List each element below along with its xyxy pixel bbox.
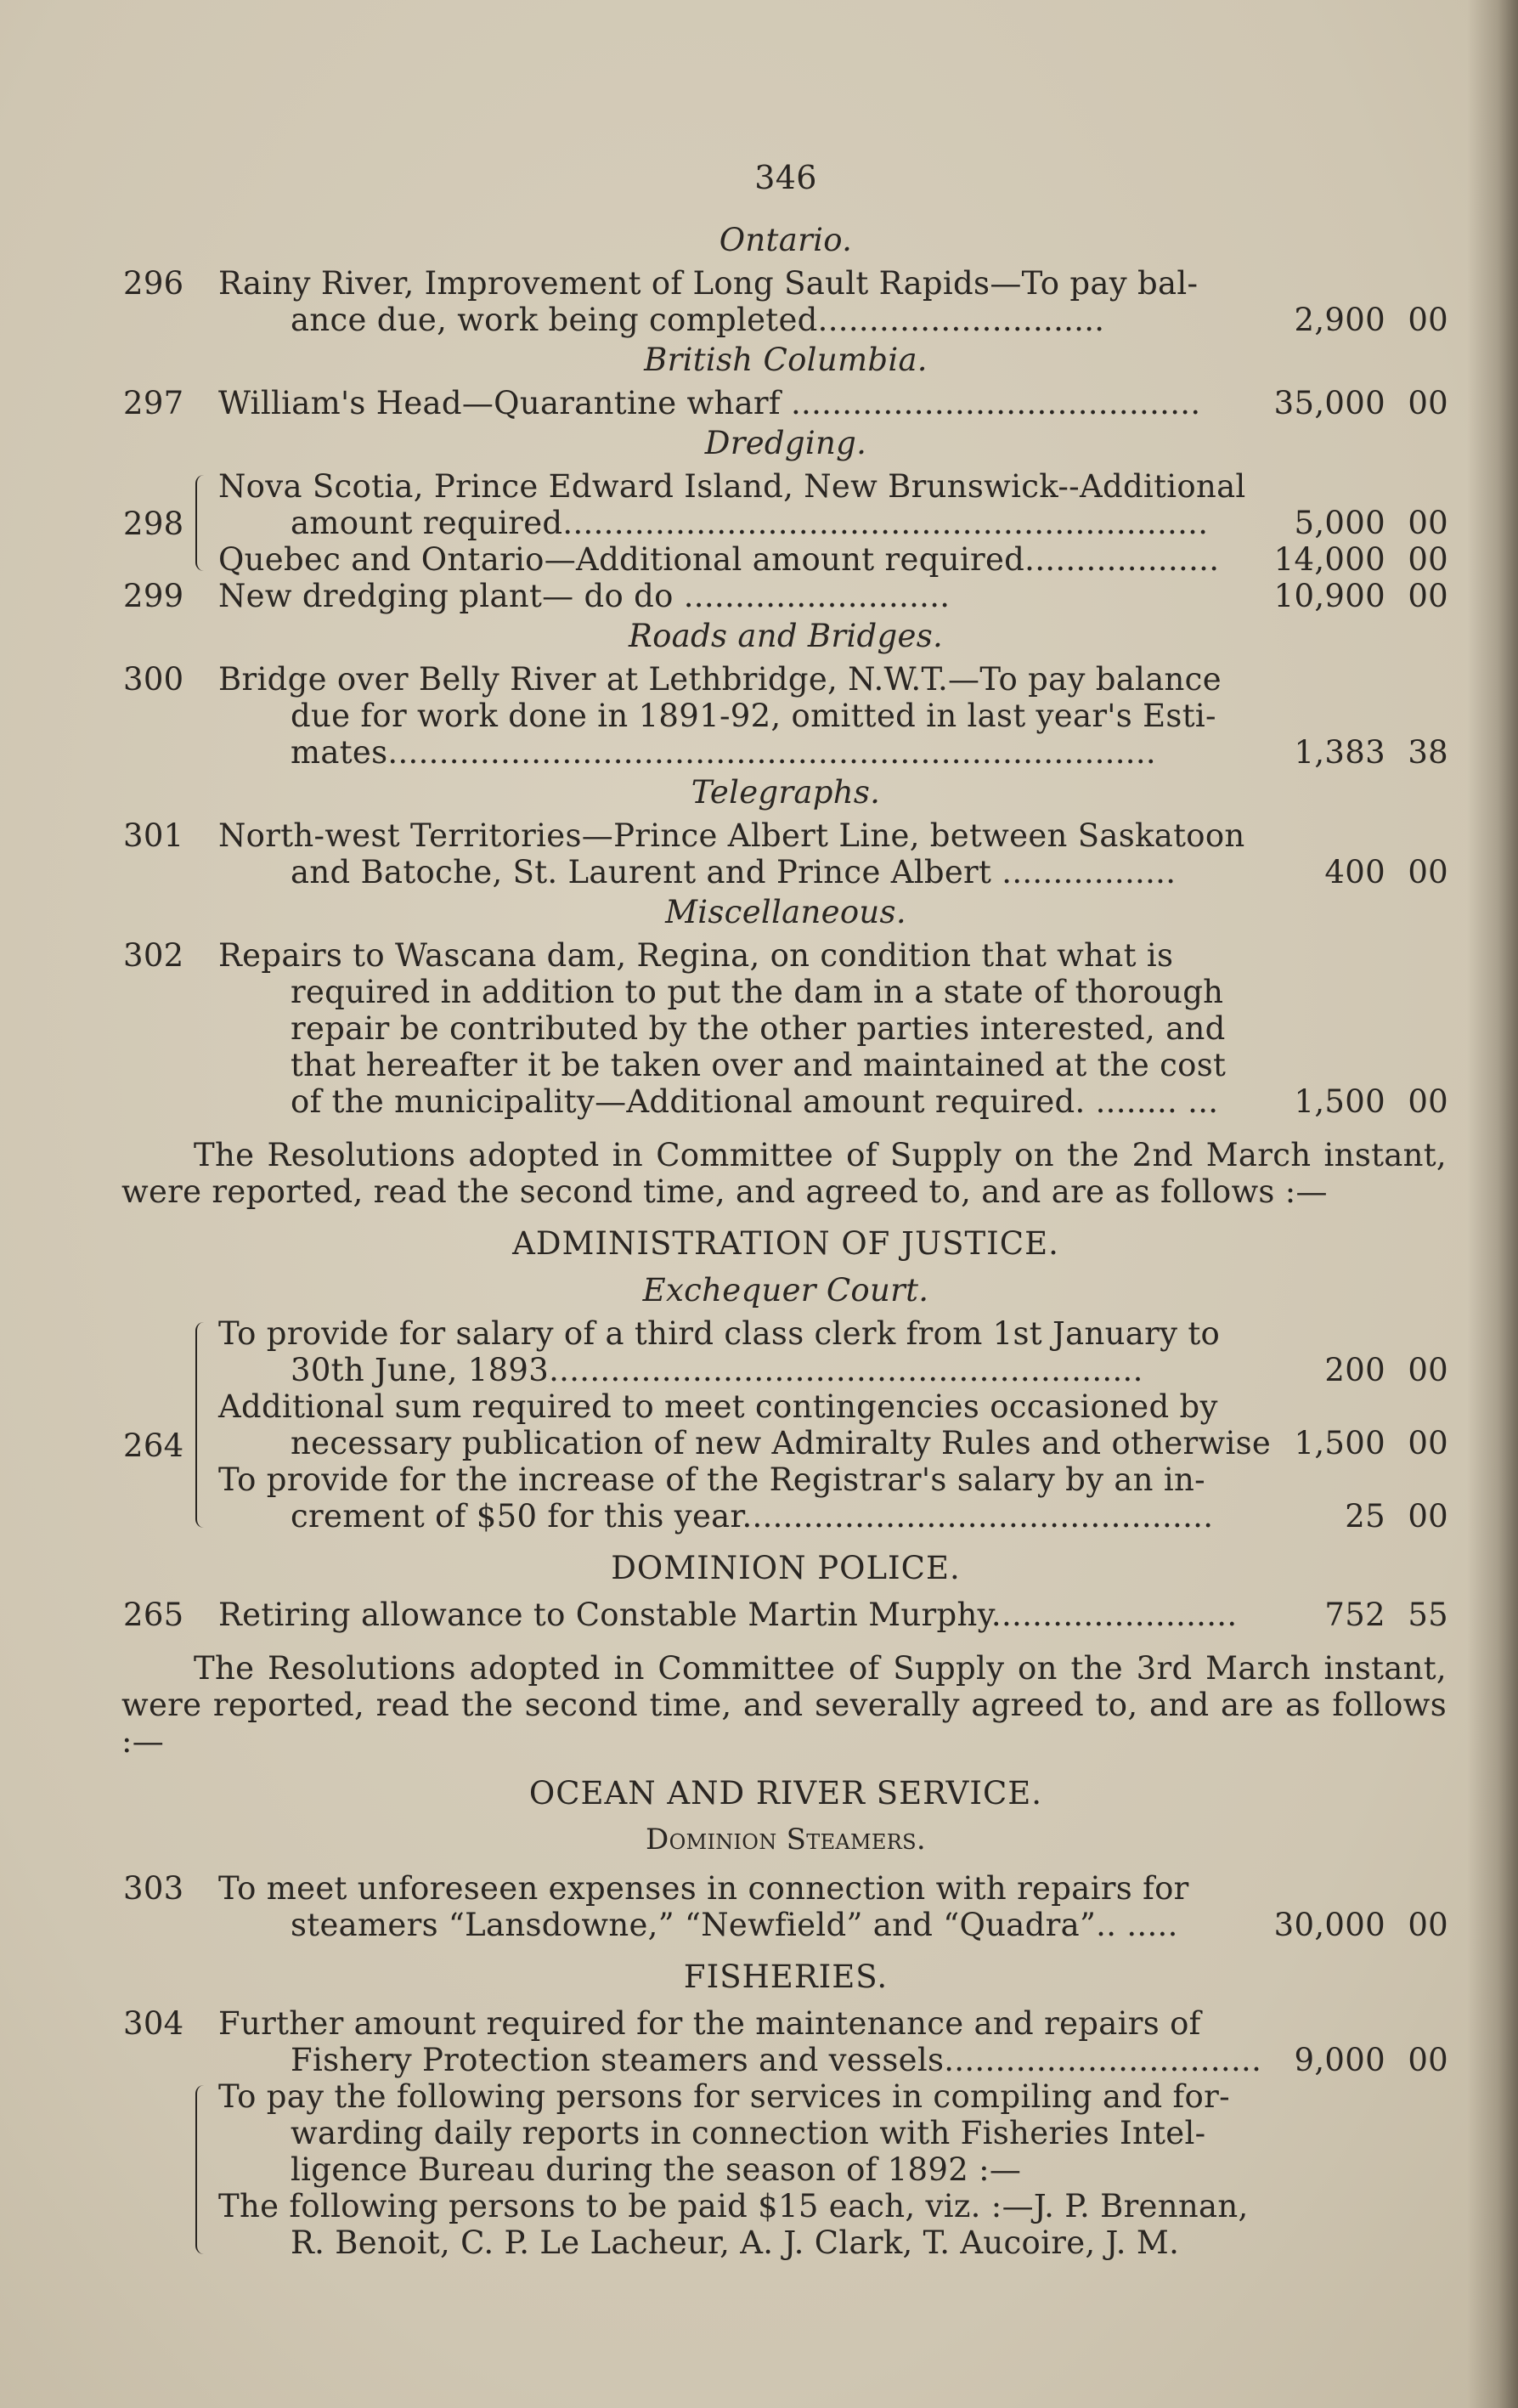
item-line: Retiring allowance to Constable Martin Murphy........................ — [218, 1597, 1238, 1633]
page-number: 346 — [754, 159, 817, 196]
item-amount — [1253, 1907, 1448, 1943]
item-line: To meet unforeseen expenses in connection with repairs for — [218, 1870, 1189, 1907]
brace-group — [123, 1315, 1448, 1535]
amount-dollars: 25 — [1345, 1498, 1385, 1535]
amount-cents: 00 — [1408, 302, 1448, 338]
amount-dollars: 14,000 — [1273, 541, 1385, 578]
item-line: William's Head—Quarantine wharf ........................................ — [218, 385, 1201, 421]
section-heading-telegraphs: Telegraphs. — [691, 774, 881, 811]
item-line: Rainy River, Improvement of Long Sault Rapids—To pay bal- — [218, 265, 1199, 302]
item-line: To provide for salary of a third class clerk from 1st January to — [218, 1315, 1221, 1352]
item-number: 301 — [123, 817, 184, 854]
estimate-item — [123, 578, 1448, 614]
amount-cents: 00 — [1408, 541, 1448, 578]
item-line: Bridge over Belly River at Lethbridge, N.W.T.—To pay balance — [218, 661, 1222, 698]
item-amount — [1253, 1352, 1448, 1388]
amount-dollars: 2,900 — [1294, 302, 1385, 338]
estimate-item — [123, 2078, 1448, 2261]
item-line: ligence Bureau during the season of 1892 :— — [291, 2151, 1022, 2188]
amount-dollars: 1,500 — [1294, 1425, 1385, 1461]
brace-group — [123, 468, 1448, 578]
amount-cents: 00 — [1408, 2042, 1448, 2078]
item-amount — [1253, 854, 1448, 890]
item-line: New dredging plant— do do .......................... — [218, 578, 951, 614]
item-description — [218, 1315, 1331, 1388]
amount-dollars: 400 — [1324, 854, 1385, 890]
estimate-item — [123, 468, 1448, 541]
item-amount — [1253, 734, 1448, 771]
item-number: 298 — [123, 506, 184, 542]
section-heading-dredging: Dredging. — [704, 425, 867, 461]
amount-cents: 00 — [1408, 1498, 1448, 1535]
item-description — [218, 817, 1331, 890]
item-line: Repairs to Wascana dam, Regina, on condition that what is — [218, 937, 1174, 974]
amount-cents: 00 — [1408, 1425, 1448, 1461]
estimate-item — [123, 1388, 1448, 1461]
page-content — [123, 160, 1448, 2261]
item-description — [218, 937, 1331, 1120]
item-amount — [1253, 541, 1448, 578]
amount-cents: 00 — [1408, 505, 1448, 541]
item-description — [218, 1597, 1331, 1633]
item-line: due for work done in 1891-92, omitted in last year's Esti- — [291, 698, 1216, 734]
estimate-item — [123, 937, 1448, 1120]
amount-cents: 38 — [1408, 734, 1448, 771]
amount-dollars: 35,000 — [1273, 385, 1385, 421]
item-line: R. Benoit, C. P. Le Lacheur, A. J. Clark, T. Aucoire, J. M. — [291, 2224, 1180, 2261]
amount-dollars: 752 — [1324, 1597, 1385, 1633]
item-number: 265 — [123, 1597, 184, 1633]
item-description — [218, 468, 1331, 541]
item-line: Fishery Protection steamers and vessels............................... — [291, 2042, 1262, 2078]
item-line: warding daily reports in connection with Fisheries Intel- — [291, 2115, 1206, 2151]
item-line: Nova Scotia, Prince Edward Island, New Brunswick--Additional — [218, 468, 1246, 505]
amount-dollars: 10,900 — [1273, 578, 1385, 614]
subsection-heading-exchequer-court: Exchequer Court. — [642, 1272, 929, 1309]
item-line: of the municipality—Additional amount required. ........ ... — [291, 1083, 1219, 1120]
estimate-item — [123, 541, 1448, 578]
item-amount — [1253, 385, 1448, 421]
item-line: Additional sum required to meet contingencies occasioned by — [218, 1388, 1218, 1425]
section-heading-ontario: Ontario. — [719, 222, 853, 258]
estimate-item — [123, 817, 1448, 890]
amount-cents: 00 — [1408, 385, 1448, 421]
item-line: To provide for the increase of the Registrar's salary by an in- — [218, 1461, 1205, 1498]
amount-dollars: 1,500 — [1294, 1083, 1385, 1120]
amount-dollars: 9,000 — [1294, 2042, 1385, 2078]
item-number: 299 — [123, 578, 184, 614]
item-description — [218, 2078, 1331, 2261]
estimate-item — [123, 1870, 1448, 1943]
item-number: 302 — [123, 937, 184, 974]
item-line: repair be contributed by the other parties interested, and — [291, 1010, 1226, 1047]
section-heading-roads: Roads and Bridges. — [628, 618, 944, 654]
amount-cents: 55 — [1408, 1597, 1448, 1633]
item-number: 304 — [123, 2005, 184, 2042]
item-amount — [1253, 1083, 1448, 1120]
item-line: North-west Territories—Prince Albert Line, between Saskatoon — [218, 817, 1245, 854]
item-number: 297 — [123, 385, 184, 421]
amount-dollars: 200 — [1324, 1352, 1385, 1388]
item-line: The following persons to be paid $15 each, viz. :—J. P. Brennan, — [218, 2188, 1249, 2224]
estimate-item — [123, 1461, 1448, 1535]
item-number: 303 — [123, 1870, 184, 1907]
item-description — [218, 385, 1331, 421]
item-line: required in addition to put the dam in a state of thorough — [291, 974, 1224, 1010]
item-number: 264 — [123, 1427, 184, 1464]
item-description — [218, 2005, 1331, 2078]
item-line: To pay the following persons for services in compiling and for- — [218, 2078, 1230, 2115]
estimate-item — [123, 265, 1448, 338]
estimate-item — [123, 2005, 1448, 2078]
item-description — [218, 578, 1331, 614]
item-amount — [1253, 505, 1448, 541]
section-heading-fisheries: FISHERIES. — [683, 1959, 889, 1995]
section-heading-miscellaneous: Miscellaneous. — [665, 894, 906, 930]
estimate-item — [123, 1315, 1448, 1388]
item-number: 296 — [123, 265, 184, 302]
item-line: mates........................................................................... — [291, 734, 1156, 771]
item-description — [218, 265, 1331, 338]
item-line: necessary publication of new Admiralty Rules and otherwise — [291, 1425, 1272, 1461]
item-line: Quebec and Ontario—Additional amount required................... — [218, 541, 1220, 578]
estimate-item — [123, 661, 1448, 771]
item-line: amount required............................................................... — [291, 505, 1209, 541]
item-description — [218, 541, 1331, 578]
subsection-heading-dominion-steamers: Dominion Steamers. — [646, 1823, 926, 1857]
item-line: and Batoche, St. Laurent and Prince Albert ................. — [291, 854, 1177, 890]
item-description — [218, 1870, 1331, 1943]
amount-cents: 00 — [1408, 578, 1448, 614]
item-line: Further amount required for the maintenance and repairs of — [218, 2005, 1201, 2042]
estimate-item — [123, 1597, 1448, 1633]
estimate-item — [123, 385, 1448, 421]
amount-dollars: 1,383 — [1294, 734, 1385, 771]
amount-cents: 00 — [1408, 1907, 1448, 1943]
item-amount — [1253, 1597, 1448, 1633]
item-amount — [1253, 1425, 1448, 1461]
item-description — [218, 1388, 1331, 1461]
item-line: 30th June, 1893.......................................................... — [291, 1352, 1143, 1388]
amount-dollars: 30,000 — [1273, 1907, 1385, 1943]
amount-cents: 00 — [1408, 1352, 1448, 1388]
item-amount — [1253, 1498, 1448, 1535]
section-heading-british-columbia: British Columbia. — [644, 342, 928, 378]
item-description — [218, 1461, 1331, 1535]
item-line: crement of $50 for this year.............................................. — [291, 1498, 1214, 1535]
item-amount — [1253, 2042, 1448, 2078]
amount-cents: 00 — [1408, 854, 1448, 890]
section-heading-ocean-river-service: OCEAN AND RIVER SERVICE. — [528, 1775, 1043, 1812]
item-line: ance due, work being completed............................ — [291, 302, 1105, 338]
page-edge-shadow — [1467, 0, 1518, 2408]
amount-dollars: 5,000 — [1294, 505, 1385, 541]
section-heading-dominion-police: DOMINION POLICE. — [611, 1550, 961, 1586]
resolutions-paragraph: The Resolutions adopted in Committee of Supply on the 3rd March instant, were reported, read the second time, and severally agreed to, and are as follows :— — [121, 1650, 1447, 1760]
brace-group — [123, 2078, 1448, 2261]
item-line: that hereafter it be taken over and maintained at the cost — [291, 1047, 1227, 1083]
item-line: steamers “Lansdowne,” “Newfield” and “Quadra”.. ..... — [291, 1907, 1178, 1943]
resolutions-paragraph: The Resolutions adopted in Committee of Supply on the 2nd March instant, were reported, read the second time, and agreed to, and are as follows :— — [121, 1137, 1447, 1210]
amount-cents: 00 — [1408, 1083, 1448, 1120]
item-amount — [1253, 302, 1448, 338]
item-number: 300 — [123, 661, 184, 698]
section-heading-administration-of-justice: ADMINISTRATION OF JUSTICE. — [512, 1225, 1059, 1262]
item-description — [218, 661, 1331, 771]
item-amount — [1253, 578, 1448, 614]
